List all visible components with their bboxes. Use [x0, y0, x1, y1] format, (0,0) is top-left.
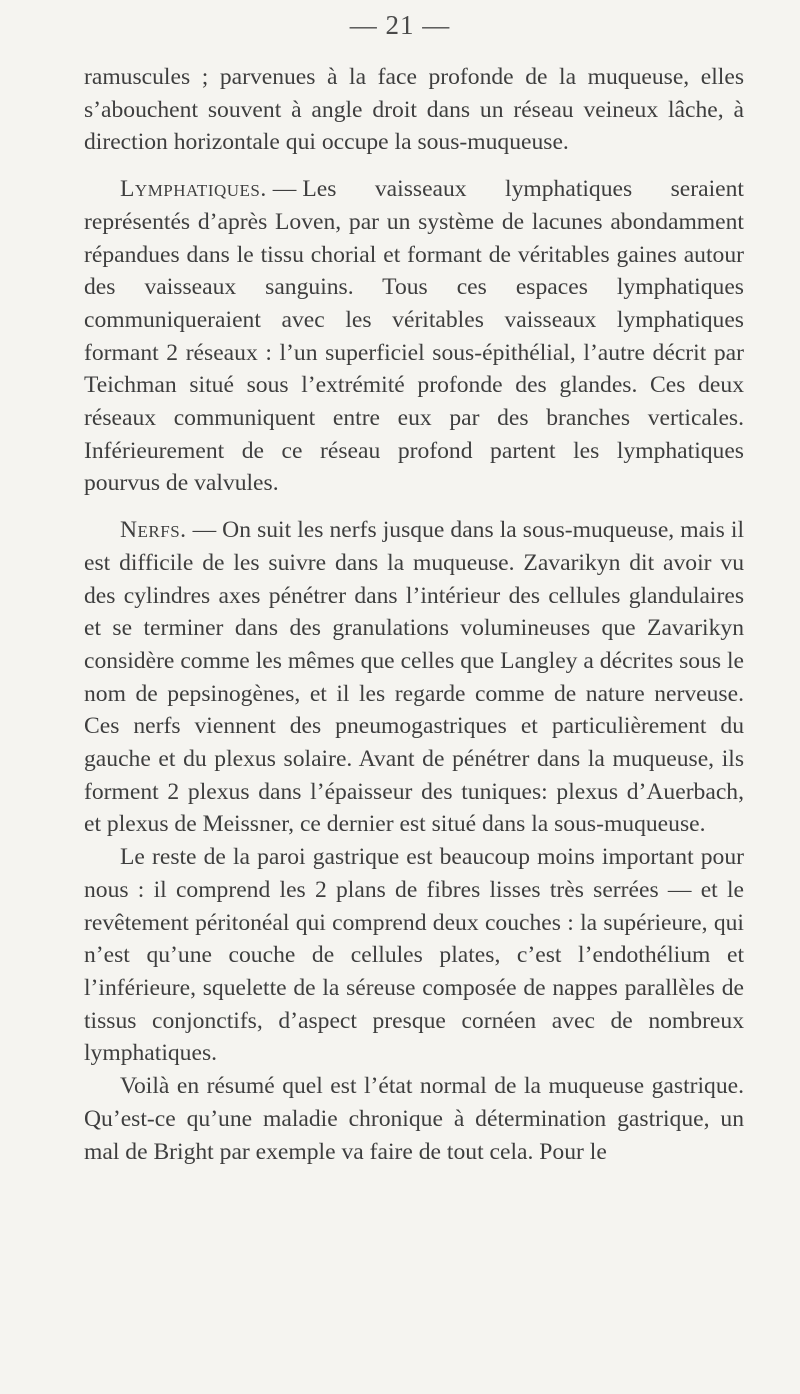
section-heading-lymphatiques: Lymphatiques.: [120, 176, 267, 203]
paragraph-lymphatiques: [84, 173, 744, 500]
paragraph-reste: Le reste de la paroi gastrique est beaucoup moins important pour nous : il comprend les 2 plans de fibres lisses très serrées — et le revêtement péritonéal qui comprend deux couches : la supérieure, qui n’est qu’une couche de cellules plates, c’est l’endothélium et l’inférieure, squelette de la séreuse composée de nappes parallèles de tissus conjonctifs, d’aspect presque cornéen avec de nombreux lymphatiques.: [84, 844, 744, 1067]
paragraph-ramuscules: ramuscules ; parvenues à la face profonde de la muqueuse, elles s’abouchent souvent à angle droit dans un réseau veineux lâche, à direction horizontale qui occupe la sous-muqueuse.: [84, 64, 744, 156]
section-heading-nerfs: Nerfs.: [120, 517, 187, 544]
paragraph-nerfs: [84, 514, 744, 841]
nerfs-body: On suit les nerfs jusque dans la sous-muqueuse, mais il est difficile de les suivre dans la muqueuse. Zavarikyn dit avoir vu des cylindres axes pénétrer dans l’intérieur des cellules glandulaires et se terminer dans des granulations volumineuses que Zavarikyn considère comme les mêmes que celles que Langley a décrites sous le nom de pepsinogènes, et il les regarde comme de nature nerveuse. Ces nerfs viennent des pneumogastriques et particulièrement du gauche et du plexus solaire. Avant de pénétrer dans la muqueuse, ils forment 2 plexus dans l’épaisseur des tuniques: plexus d’Auerbach, et plexus de Meissner, ce dernier est situé dans la sous-muqueuse.: [84, 517, 744, 838]
lymphatiques-body: Les vaisseaux lymphatiques seraient représentés d’après Loven, par un système de lacunes abondamment répandues dans le tissu chorial et formant de véritables gaines autour des vaisseaux sanguins. Tous ces espaces lymphatiques communiqueraient avec les véritables vaisseaux lymphatiques formant 2 réseaux : l’un superficiel sous-épithélial, l’autre décrit par Teichman situé sous l’extrémité profonde des glandes. Ces deux réseaux communiquent entre eux par des branches verticales. Inférieurement de ce réseau profond partent les lymphatiques pourvus de valvules.: [84, 176, 744, 497]
paragraph-voila: Voilà en résumé quel est l’état normal de la muqueuse gastrique. Qu’est-ce qu’une maladie chronique à détermination gastrique, un mal de Bright par exemple va faire de tout cela. Pour le: [84, 1073, 744, 1165]
heading-separator: —: [272, 176, 297, 203]
body-text: [84, 61, 744, 1168]
page-number: — 21 —: [349, 10, 451, 40]
heading-separator: —: [192, 517, 217, 544]
